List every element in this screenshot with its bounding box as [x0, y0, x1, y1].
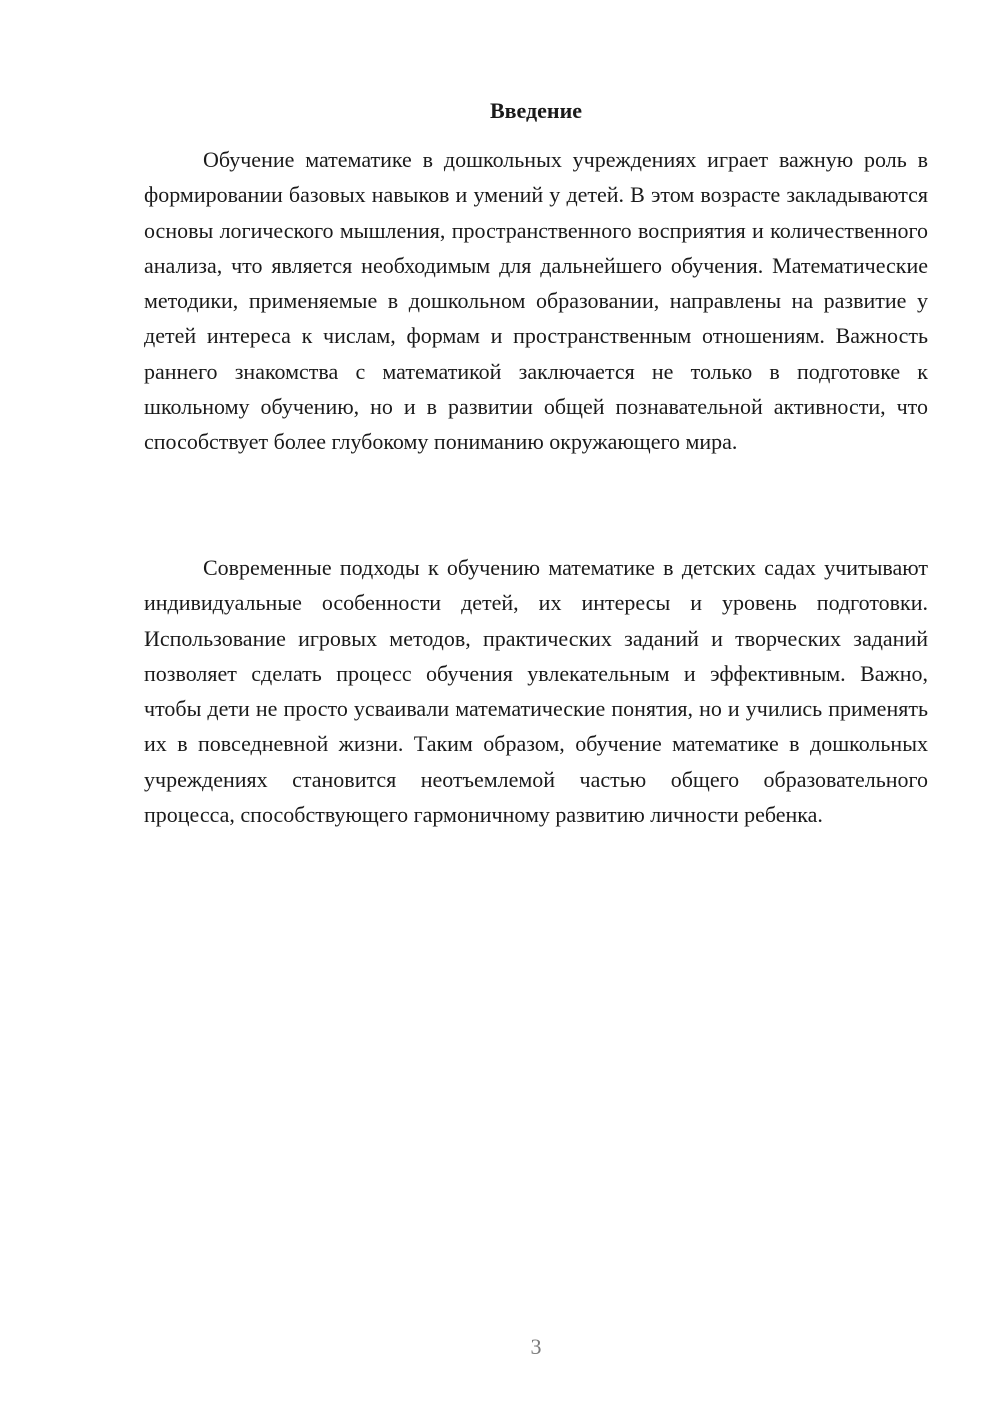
section-heading: Введение	[489, 98, 583, 123]
paragraph-1: Обучение математике в дошкольных учреждениях играет важную роль в формировании базовых навыков и умений у детей. В этом возрасте закладываются основы логического мышления, пространственного восприятия и количественного анализа, что является необходимым для дальнейшего обучения. Математические методики, применяемые в дошкольном образовании, направлены на развитие у детей интереса к числам, формам и пространственным отношениям. Важность раннего знакомства с математикой заключается не только в подготовке к школьному обучению, но и в развитии общей познавательной активности, что способствует более глубокому пониманию окружающего мира.	[144, 147, 928, 455]
paragraph-2: Современные подходы к обучению математике в детских садах учитывают индивидуальные особенности детей, их интересы и уровень подготовки. Использование игровых методов, практических заданий и творческих заданий позволяет сделать процесс обучения увлекательным и эффективным. Важно, чтобы дети не просто усваивали математические понятия, но и учились применять их в повседневной жизни. Таким образом, обучение математике в дошкольных учреждениях становится неотъемлемой частью общего образовательного процесса, способствующего гармоничному развитию личности ребенка.	[144, 555, 928, 828]
page-number: 3	[530, 1334, 542, 1359]
